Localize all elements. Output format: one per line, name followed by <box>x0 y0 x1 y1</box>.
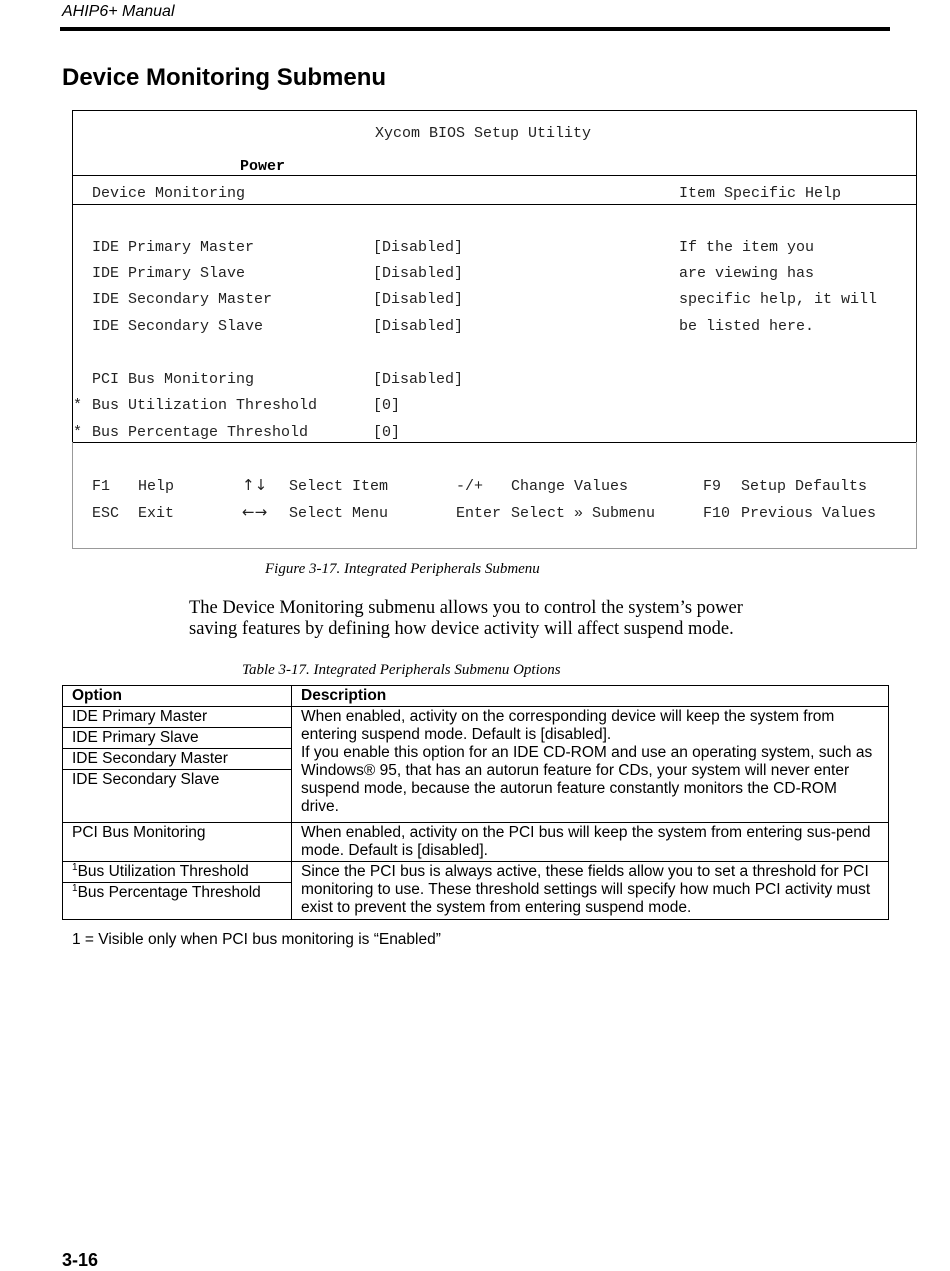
table-row <box>63 823 889 862</box>
table-cell-description: When enabled, activity on the PCI bus will keep the system from entering sus-pend mode. Default is [disabled]. <box>292 823 889 862</box>
footnote-mark: 1 <box>72 882 78 894</box>
bios-item-label[interactable]: IDE Primary Slave <box>92 265 246 282</box>
bios-screen <box>72 110 917 550</box>
table-header-row <box>63 686 889 707</box>
key-f1: F1 <box>92 478 111 495</box>
bios-help-line: If the item you <box>679 239 815 256</box>
key-select-menu-action: Select Menu <box>289 505 389 522</box>
bios-item-label[interactable]: IDE Secondary Slave <box>92 318 264 335</box>
ide-description-1: When enabled, activity on the corresponding device will keep the system from entering suspend mode. Default is [disabled]. <box>301 708 835 743</box>
table-cell-option: IDE Secondary Master <box>63 749 292 770</box>
bios-item-label[interactable]: IDE Secondary Master <box>92 291 273 308</box>
table-caption: Table 3-17. Integrated Peripherals Submenu Options <box>242 662 561 678</box>
key-select-item-action: Select Item <box>289 478 389 495</box>
key-change-values-action: Change Values <box>511 478 629 495</box>
key-plus-minus: -/+ <box>456 478 484 495</box>
key-enter: Enter <box>456 505 502 522</box>
table-footnote: 1 = Visible only when PCI bus monitoring is “Enabled” <box>72 931 441 948</box>
header-rule <box>60 27 890 31</box>
bios-help-line: are viewing has <box>679 265 815 282</box>
bios-help-line: specific help, it will <box>679 291 878 308</box>
key-esc-action: Exit <box>138 505 175 522</box>
table-cell-option: PCI Bus Monitoring <box>63 823 292 862</box>
option-label: Bus Percentage Threshold <box>77 884 261 901</box>
bios-help-title: Item Specific Help <box>679 185 842 202</box>
bios-item-value[interactable]: [Disabled] <box>373 239 464 256</box>
bios-title-frame <box>72 110 917 176</box>
bios-item-value[interactable]: [0] <box>373 397 401 414</box>
bios-panel-title: Device Monitoring <box>92 185 246 202</box>
bios-item-label[interactable]: Bus Percentage Threshold <box>92 424 309 441</box>
up-down-arrows-icon: ↑↓ <box>242 476 268 494</box>
bios-item-value[interactable]: [Disabled] <box>373 318 464 335</box>
body-paragraph: The Device Monitoring submenu allows you to control the system’s power saving features by defining how device activity will affect suspend mode. <box>189 598 743 639</box>
table-cell-description <box>292 707 889 823</box>
table-cell-option <box>63 862 292 883</box>
footnote-mark: 1 <box>72 861 78 873</box>
table-cell-option: IDE Primary Master <box>63 707 292 728</box>
table-cell-option: IDE Secondary Slave <box>63 770 292 823</box>
key-f10-action: Previous Values <box>741 505 877 522</box>
bios-help-line: be listed here. <box>679 318 815 335</box>
bios-item-label[interactable]: PCI Bus Monitoring <box>92 371 255 388</box>
bios-item-marker: * <box>73 424 83 441</box>
bios-item-value[interactable]: [Disabled] <box>373 371 464 388</box>
figure-caption: Figure 3-17. Integrated Peripherals Submenu <box>265 561 540 577</box>
table-row <box>63 862 889 883</box>
page-number: 3-16 <box>62 1250 99 1270</box>
key-enter-action: Select » Submenu <box>511 505 656 522</box>
bios-panel-divider <box>73 204 916 205</box>
bios-item-marker: * <box>73 397 83 414</box>
key-f9-action: Setup Defaults <box>741 478 868 495</box>
section-title: Device Monitoring Submenu <box>62 64 387 91</box>
key-f1-action: Help <box>138 478 175 495</box>
key-esc: ESC <box>92 505 120 522</box>
table-row <box>63 707 889 728</box>
left-right-arrows-icon: ←→ <box>242 503 268 521</box>
table-header-option: Option <box>63 686 292 707</box>
ide-description-2: If you enable this option for an IDE CD-ROM and use an operating system, such as Windows® 95, that has an autorun feature for CDs, your system will never enter suspend mode, because the autorun feature constantly monitors the CD-ROM drive. <box>301 744 873 815</box>
bios-tab-power[interactable]: Power <box>240 158 286 175</box>
table-cell-option: IDE Primary Slave <box>63 728 292 749</box>
bios-item-value[interactable]: [0] <box>373 424 401 441</box>
bios-item-value[interactable]: [Disabled] <box>373 291 464 308</box>
options-table <box>62 685 889 920</box>
bios-key-frame <box>72 442 917 549</box>
table-cell-description: Since the PCI bus is always active, these fields allow you to set a threshold for PCI monitoring to use. These threshold settings will specify how much PCI activity must exist to prevent the system from entering suspend mode. <box>292 862 889 920</box>
table-header-description: Description <box>292 686 889 707</box>
option-label: Bus Utilization Threshold <box>77 863 249 880</box>
key-f10: F10 <box>703 505 731 522</box>
running-header: AHIP6+ Manual <box>62 3 175 20</box>
key-f9: F9 <box>703 478 722 495</box>
bios-item-label[interactable]: Bus Utilization Threshold <box>92 397 318 414</box>
table-cell-option <box>63 883 292 920</box>
bios-item-label[interactable]: IDE Primary Master <box>92 239 255 256</box>
bios-title: Xycom BIOS Setup Utility <box>375 125 592 142</box>
bios-item-value[interactable]: [Disabled] <box>373 265 464 282</box>
